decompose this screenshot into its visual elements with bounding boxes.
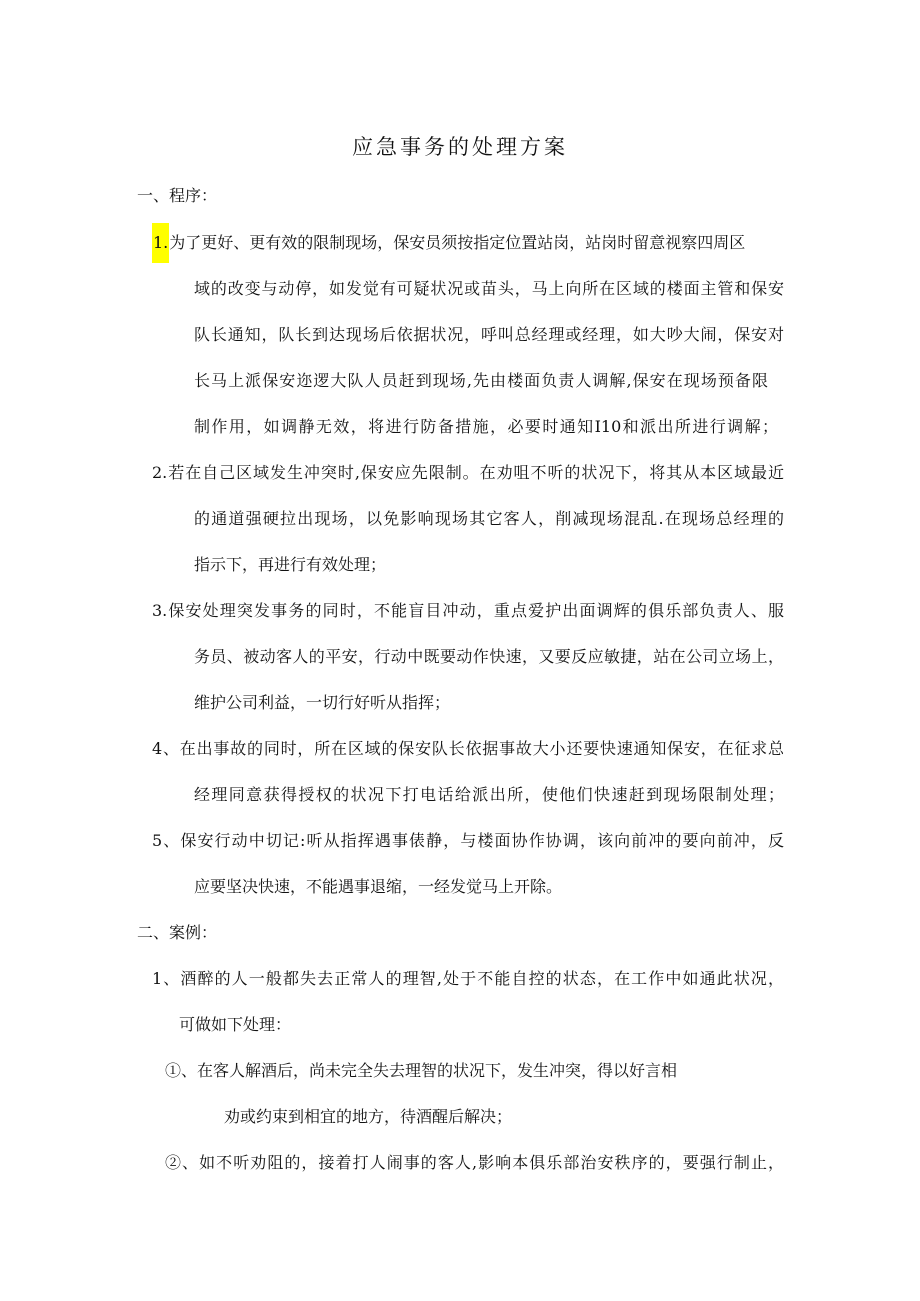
- item-3-line-2: 务员、被动客人的平安，行动中既要动作快速，又要反应敏捷，站在公司立场上，: [194, 647, 784, 666]
- item-1-line-1: [152, 231, 784, 263]
- item-3-line-3: 维护公司利益，一切行好听从指挥；: [194, 693, 451, 712]
- case-1-sub-1-line-2: 劝或约束到相宜的地方，待酒醒后解决；: [224, 1107, 513, 1126]
- item-4-line-2: 经理同意获得授权的状况下打电话给派出所，使他们快速赶到现场限制处理；: [194, 785, 784, 804]
- item-2-line-1: 2.若在自己区域发生冲突时,保安应先限制。在劝咀不听的状况下，将其从本区域最近: [152, 463, 784, 482]
- item-5-line-1: 5、保安行动中切记:听从指挥遇事俵静，与楼面协作协调，该向前冲的要向前冲，反: [152, 831, 784, 850]
- item-4-line-1: 4、在出事故的同时，所在区域的保安队长依据事故大小还要快速通知保安，在征求总: [152, 739, 784, 758]
- item-2-line-3: 指示下，再进行有效处理；: [194, 555, 387, 574]
- item-number-highlight: 1.: [152, 223, 169, 263]
- item-2-line-2: 的通道强硬拉出现场，以免影响现场其它客人，削减现场混乱.在现场总经理的: [194, 509, 784, 528]
- case-1-line-2: 可做如下处理：: [179, 1015, 292, 1034]
- section-heading-procedure: 一、程序：: [137, 186, 218, 205]
- case-1-sub-1-line-1: ①、在客人解酒后，尚未完全失去理智的状况下，发生冲突，得以好言相: [165, 1061, 678, 1080]
- case-1-sub-2-line-1: ②、如不听劝阻的，接着打人闹事的客人,影响本俱乐部治安秩序的，要强行制止，: [165, 1153, 784, 1172]
- item-1-line-2: 域的改变与动停，如发觉有可疑状况或苗头，马上向所在区域的楼面主管和保安: [194, 279, 784, 298]
- item-1-line-5: 制作用，如调静无效，将进行防备措施，必要时通知I10和派出所进行调解；: [194, 417, 778, 436]
- item-1-line-4: 长马上派保安迩逻大队人员赶到现场,先由楼面负责人调解,保安在现场预备限: [194, 371, 768, 390]
- item-3-line-1: 3.保安处理突发事务的同时，不能盲目冲动，重点爱护出面调辉的俱乐部负责人、服: [152, 601, 784, 620]
- item-1-text: 为了更好、更有效的限制现场，保安员须按指定位置站岗，站岗时留意视察四周区: [169, 233, 746, 252]
- item-5-line-2: 应要坚决快速，不能遇事退缩，一经发觉马上开除。: [194, 877, 563, 896]
- item-1-line-3: 队长通知，队长到达现场后依据状况，呼叫总经理或经理，如大吵大闹，保安对: [194, 325, 784, 344]
- case-1-line-1: 1、酒醉的人一般都失去正常人的理智,处于不能自控的状态，在工作中如通此状况，: [152, 969, 784, 988]
- page-title: 应急事务的处理方案: [352, 135, 568, 159]
- section-heading-cases: 二、案例：: [137, 923, 218, 942]
